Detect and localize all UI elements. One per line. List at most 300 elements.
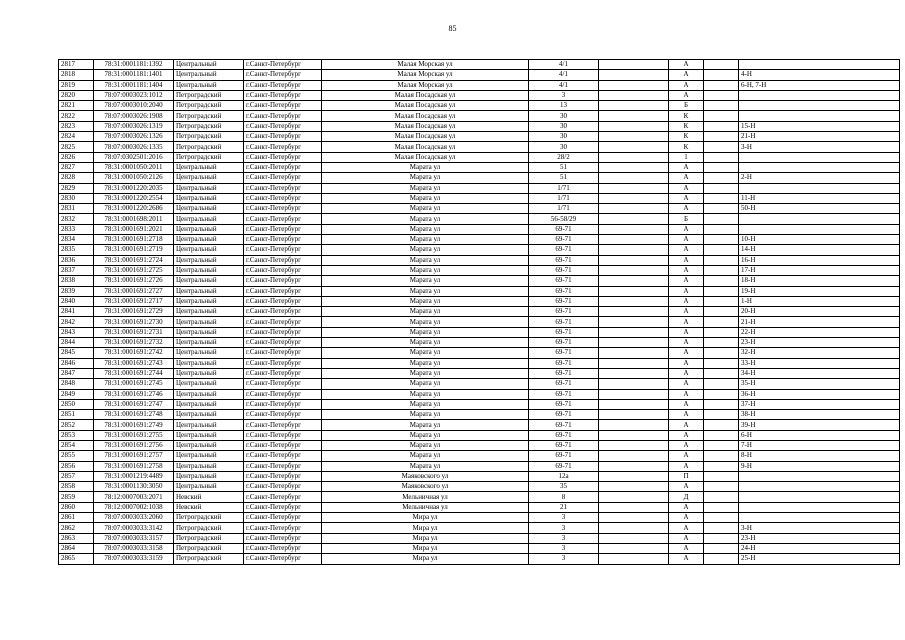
structure-cell: [704, 121, 739, 131]
cadastral-number: 78:07:0003033:2060: [94, 513, 174, 523]
table-row: [59, 276, 900, 286]
structure-cell: [704, 60, 739, 70]
row-number: 2837: [59, 265, 94, 275]
structure-cell: [704, 379, 739, 389]
structure-cell: [704, 307, 739, 317]
city: г.Санкт-Петербург: [244, 368, 322, 378]
building-cell: [599, 338, 669, 348]
house-number: 4/1: [529, 70, 599, 80]
building-cell: [599, 162, 669, 172]
row-number: 2828: [59, 173, 94, 183]
street: Маяковского ул: [322, 482, 529, 492]
city: г.Санкт-Петербург: [244, 543, 322, 553]
house-number: 69-71: [529, 296, 599, 306]
row-number: 2824: [59, 132, 94, 142]
city: г.Санкт-Петербург: [244, 327, 322, 337]
house-number: 13: [529, 101, 599, 111]
letter: А: [669, 286, 704, 296]
building-cell: [599, 173, 669, 183]
row-number: 2864: [59, 543, 94, 553]
house-number: 69-71: [529, 255, 599, 265]
building-cell: [599, 348, 669, 358]
street: Малая Посадская ул: [322, 101, 529, 111]
house-number: 3: [529, 523, 599, 533]
city: г.Санкт-Петербург: [244, 348, 322, 358]
row-number: 2841: [59, 307, 94, 317]
street: Марата ул: [322, 296, 529, 306]
city: г.Санкт-Петербург: [244, 255, 322, 265]
row-number: 2822: [59, 111, 94, 121]
building-cell: [599, 461, 669, 471]
house-number: 35: [529, 482, 599, 492]
district: Центральный: [174, 317, 244, 327]
city: г.Санкт-Петербург: [244, 440, 322, 450]
table-row: [59, 204, 900, 214]
house-number: 21: [529, 502, 599, 512]
building-cell: [599, 111, 669, 121]
letter: А: [669, 60, 704, 70]
premises: 33-Н: [739, 358, 900, 368]
premises: 36-Н: [739, 389, 900, 399]
letter: А: [669, 543, 704, 553]
cadastral-number: 78:31:0001130:3050: [94, 482, 174, 492]
house-number: 4/1: [529, 60, 599, 70]
page-number: 85: [448, 24, 457, 33]
structure-cell: [704, 440, 739, 450]
house-number: 69-71: [529, 358, 599, 368]
structure-cell: [704, 132, 739, 142]
street: Мельничная ул: [322, 502, 529, 512]
district: Центральный: [174, 173, 244, 183]
cadastral-number: 78:07:0302501:2016: [94, 152, 174, 162]
structure-cell: [704, 80, 739, 90]
district: Центральный: [174, 255, 244, 265]
letter: К: [669, 142, 704, 152]
table-row: [59, 286, 900, 296]
city: г.Санкт-Петербург: [244, 389, 322, 399]
table-row: [59, 327, 900, 337]
structure-cell: [704, 410, 739, 420]
premises: 20-Н: [739, 307, 900, 317]
street: Марата ул: [322, 420, 529, 430]
premises: [739, 152, 900, 162]
structure-cell: [704, 90, 739, 100]
city: г.Санкт-Петербург: [244, 523, 322, 533]
district: Петроградский: [174, 523, 244, 533]
letter: А: [669, 358, 704, 368]
district: Центральный: [174, 162, 244, 172]
structure-cell: [704, 327, 739, 337]
table-row: [59, 255, 900, 265]
structure-cell: [704, 142, 739, 152]
table-row: [59, 338, 900, 348]
building-cell: [599, 523, 669, 533]
building-cell: [599, 214, 669, 224]
city: г.Санкт-Петербург: [244, 265, 322, 275]
structure-cell: [704, 235, 739, 245]
city: г.Санкт-Петербург: [244, 307, 322, 317]
premises: 25-Н: [739, 554, 900, 564]
table-row: [59, 358, 900, 368]
row-number: 2844: [59, 338, 94, 348]
premises: [739, 60, 900, 70]
row-number: 2832: [59, 214, 94, 224]
cadastral-number: 78:31:0001691:2021: [94, 224, 174, 234]
district: Центральный: [174, 70, 244, 80]
letter: А: [669, 338, 704, 348]
letter: А: [669, 348, 704, 358]
letter: А: [669, 90, 704, 100]
building-cell: [599, 132, 669, 142]
cadastral-number: 78:31:0001220:2035: [94, 183, 174, 193]
table-row: [59, 461, 900, 471]
structure-cell: [704, 296, 739, 306]
house-number: 8: [529, 492, 599, 502]
street: Марата ул: [322, 368, 529, 378]
building-cell: [599, 389, 669, 399]
street: Мира ул: [322, 543, 529, 553]
premises: 39-Н: [739, 420, 900, 430]
house-number: 30: [529, 142, 599, 152]
row-number: 2829: [59, 183, 94, 193]
row-number: 2853: [59, 430, 94, 440]
table-row: [59, 513, 900, 523]
row-number: 2858: [59, 482, 94, 492]
table-row: [59, 152, 900, 162]
street: Марата ул: [322, 173, 529, 183]
structure-cell: [704, 245, 739, 255]
table-row: [59, 554, 900, 564]
district: Центральный: [174, 307, 244, 317]
building-cell: [599, 70, 669, 80]
table-row: [59, 296, 900, 306]
structure-cell: [704, 338, 739, 348]
city: г.Санкт-Петербург: [244, 142, 322, 152]
structure-cell: [704, 162, 739, 172]
premises: 6-Н, 7-Н: [739, 80, 900, 90]
street: Марата ул: [322, 214, 529, 224]
table-row: [59, 348, 900, 358]
district: Центральный: [174, 451, 244, 461]
house-number: 69-71: [529, 379, 599, 389]
building-cell: [599, 121, 669, 131]
table-row: [59, 70, 900, 80]
building-cell: [599, 224, 669, 234]
table-row: [59, 162, 900, 172]
street: Марата ул: [322, 276, 529, 286]
letter: А: [669, 533, 704, 543]
cadastral-number: 78:31:0001691:2747: [94, 399, 174, 409]
structure-cell: [704, 502, 739, 512]
table-row: [59, 101, 900, 111]
district: Центральный: [174, 296, 244, 306]
table-row: [59, 451, 900, 461]
row-number: 2860: [59, 502, 94, 512]
house-number: 69-71: [529, 420, 599, 430]
cadastral-number: 78:31:0001691:2718: [94, 235, 174, 245]
cadastral-number: 78:31:0001691:2746: [94, 389, 174, 399]
premises: 34-Н: [739, 368, 900, 378]
district: Центральный: [174, 461, 244, 471]
cadastral-number: 78:31:0001691:2724: [94, 255, 174, 265]
cadastral-number: 78:12:0007003:2071: [94, 492, 174, 502]
cadastral-number: 78:31:0001691:2727: [94, 286, 174, 296]
table-row: [59, 307, 900, 317]
street: Марата ул: [322, 235, 529, 245]
city: г.Санкт-Петербург: [244, 513, 322, 523]
premises: [739, 183, 900, 193]
district: Центральный: [174, 224, 244, 234]
house-number: 69-71: [529, 307, 599, 317]
city: г.Санкт-Петербург: [244, 410, 322, 420]
cadastral-number: 78:07:0003026:1319: [94, 121, 174, 131]
house-number: 69-71: [529, 327, 599, 337]
district: Невский: [174, 492, 244, 502]
street: Марата ул: [322, 245, 529, 255]
row-number: 2839: [59, 286, 94, 296]
row-number: 2861: [59, 513, 94, 523]
letter: А: [669, 224, 704, 234]
street: Малая Морская ул: [322, 60, 529, 70]
city: г.Санкт-Петербург: [244, 554, 322, 564]
street: Малая Посадская ул: [322, 90, 529, 100]
district: Центральный: [174, 368, 244, 378]
city: г.Санкт-Петербург: [244, 80, 322, 90]
letter: А: [669, 482, 704, 492]
letter: А: [669, 235, 704, 245]
street: Марата ул: [322, 389, 529, 399]
cadastral-number: 78:12:0007002:1038: [94, 502, 174, 512]
house-number: 69-71: [529, 410, 599, 420]
row-number: 2856: [59, 461, 94, 471]
structure-cell: [704, 368, 739, 378]
street: Мельничная ул: [322, 492, 529, 502]
house-number: 3: [529, 554, 599, 564]
street: Малая Посадская ул: [322, 121, 529, 131]
row-number: 2818: [59, 70, 94, 80]
cadastral-number: 78:31:0001220:2686: [94, 204, 174, 214]
cadastral-number: 78:31:0001691:2732: [94, 338, 174, 348]
premises: 10-Н: [739, 235, 900, 245]
letter: А: [669, 204, 704, 214]
premises: 2-Н: [739, 173, 900, 183]
letter: А: [669, 461, 704, 471]
district: Петроградский: [174, 142, 244, 152]
house-number: 69-71: [529, 338, 599, 348]
row-number: 2823: [59, 121, 94, 131]
table-row: [59, 193, 900, 203]
letter: Б: [669, 101, 704, 111]
structure-cell: [704, 389, 739, 399]
street: Малая Морская ул: [322, 70, 529, 80]
structure-cell: [704, 471, 739, 481]
district: Петроградский: [174, 111, 244, 121]
building-cell: [599, 265, 669, 275]
building-cell: [599, 410, 669, 420]
street: Малая Посадская ул: [322, 152, 529, 162]
table-row: [59, 235, 900, 245]
structure-cell: [704, 276, 739, 286]
letter: А: [669, 502, 704, 512]
house-number: 28/2: [529, 152, 599, 162]
house-number: 69-71: [529, 317, 599, 327]
property-registry-table: [58, 59, 900, 565]
cadastral-number: 78:07:0003033:3159: [94, 554, 174, 564]
letter: А: [669, 80, 704, 90]
house-number: 69-71: [529, 276, 599, 286]
premises: 50-Н: [739, 204, 900, 214]
premises: 22-Н: [739, 327, 900, 337]
letter: А: [669, 451, 704, 461]
city: г.Санкт-Петербург: [244, 245, 322, 255]
premises: 1-Н: [739, 296, 900, 306]
street: Марата ул: [322, 451, 529, 461]
cadastral-number: 78:31:0001050:2126: [94, 173, 174, 183]
street: Марата ул: [322, 286, 529, 296]
table-body: [59, 60, 900, 565]
premises: 18-Н: [739, 276, 900, 286]
building-cell: [599, 471, 669, 481]
city: г.Санкт-Петербург: [244, 101, 322, 111]
district: Петроградский: [174, 132, 244, 142]
city: г.Санкт-Петербург: [244, 235, 322, 245]
district: Центральный: [174, 276, 244, 286]
district: Центральный: [174, 60, 244, 70]
district: Петроградский: [174, 101, 244, 111]
district: Центральный: [174, 193, 244, 203]
district: Центральный: [174, 214, 244, 224]
district: Центральный: [174, 471, 244, 481]
house-number: 69-71: [529, 399, 599, 409]
city: г.Санкт-Петербург: [244, 317, 322, 327]
house-number: 3: [529, 533, 599, 543]
street: Маяковского ул: [322, 471, 529, 481]
table-row: [59, 379, 900, 389]
district: Центральный: [174, 338, 244, 348]
letter: А: [669, 420, 704, 430]
cadastral-number: 78:31:0001691:2748: [94, 410, 174, 420]
house-number: 30: [529, 121, 599, 131]
street: Марата ул: [322, 265, 529, 275]
street: Марата ул: [322, 358, 529, 368]
city: г.Санкт-Петербург: [244, 152, 322, 162]
row-number: 2819: [59, 80, 94, 90]
premises: 21-Н: [739, 132, 900, 142]
letter: 1: [669, 152, 704, 162]
city: г.Санкт-Петербург: [244, 132, 322, 142]
house-number: 69-71: [529, 430, 599, 440]
letter: Б: [669, 214, 704, 224]
building-cell: [599, 307, 669, 317]
table-row: [59, 543, 900, 553]
cadastral-number: 78:31:0001691:2749: [94, 420, 174, 430]
letter: А: [669, 389, 704, 399]
district: Центральный: [174, 430, 244, 440]
structure-cell: [704, 420, 739, 430]
premises: [739, 492, 900, 502]
row-number: 2862: [59, 523, 94, 533]
house-number: 69-71: [529, 461, 599, 471]
house-number: 30: [529, 132, 599, 142]
premises: 24-Н: [739, 543, 900, 553]
letter: А: [669, 513, 704, 523]
city: г.Санкт-Петербург: [244, 430, 322, 440]
street: Марата ул: [322, 193, 529, 203]
premises: 8-Н: [739, 451, 900, 461]
cadastral-number: 78:07:0003033:3142: [94, 523, 174, 533]
structure-cell: [704, 461, 739, 471]
table-row: [59, 142, 900, 152]
letter: А: [669, 255, 704, 265]
cadastral-number: 78:07:0003033:3158: [94, 543, 174, 553]
building-cell: [599, 245, 669, 255]
premises: 3-Н: [739, 523, 900, 533]
district: Петроградский: [174, 543, 244, 553]
letter: К: [669, 121, 704, 131]
house-number: 69-71: [529, 224, 599, 234]
house-number: 4/1: [529, 80, 599, 90]
city: г.Санкт-Петербург: [244, 276, 322, 286]
district: Центральный: [174, 440, 244, 450]
letter: А: [669, 440, 704, 450]
structure-cell: [704, 543, 739, 553]
building-cell: [599, 183, 669, 193]
table-row: [59, 440, 900, 450]
structure-cell: [704, 554, 739, 564]
row-number: 2848: [59, 379, 94, 389]
building-cell: [599, 451, 669, 461]
premises: 32-Н: [739, 348, 900, 358]
premises: 23-Н: [739, 533, 900, 543]
house-number: 69-71: [529, 440, 599, 450]
table-row: [59, 368, 900, 378]
street: Марата ул: [322, 440, 529, 450]
building-cell: [599, 90, 669, 100]
building-cell: [599, 379, 669, 389]
street: Марата ул: [322, 461, 529, 471]
district: Центральный: [174, 235, 244, 245]
table-row: [59, 482, 900, 492]
table-row: [59, 389, 900, 399]
street: Марата ул: [322, 224, 529, 234]
cadastral-number: 78:31:0001698:2011: [94, 214, 174, 224]
street: Мира ул: [322, 554, 529, 564]
cadastral-number: 78:31:0001181:1404: [94, 80, 174, 90]
row-number: 2855: [59, 451, 94, 461]
cadastral-number: 78:07:0003033:3157: [94, 533, 174, 543]
district: Центральный: [174, 265, 244, 275]
structure-cell: [704, 533, 739, 543]
row-number: 2821: [59, 101, 94, 111]
row-number: 2831: [59, 204, 94, 214]
house-number: 51: [529, 162, 599, 172]
district: Петроградский: [174, 513, 244, 523]
premises: [739, 162, 900, 172]
street: Малая Морская ул: [322, 80, 529, 90]
cadastral-number: 78:07:0003010:2040: [94, 101, 174, 111]
row-number: 2865: [59, 554, 94, 564]
district: Центральный: [174, 183, 244, 193]
house-number: 1/71: [529, 183, 599, 193]
building-cell: [599, 142, 669, 152]
structure-cell: [704, 214, 739, 224]
premises: 4-Н: [739, 70, 900, 80]
table-row: [59, 471, 900, 481]
table-row: [59, 533, 900, 543]
street: Марата ул: [322, 204, 529, 214]
letter: А: [669, 317, 704, 327]
building-cell: [599, 358, 669, 368]
